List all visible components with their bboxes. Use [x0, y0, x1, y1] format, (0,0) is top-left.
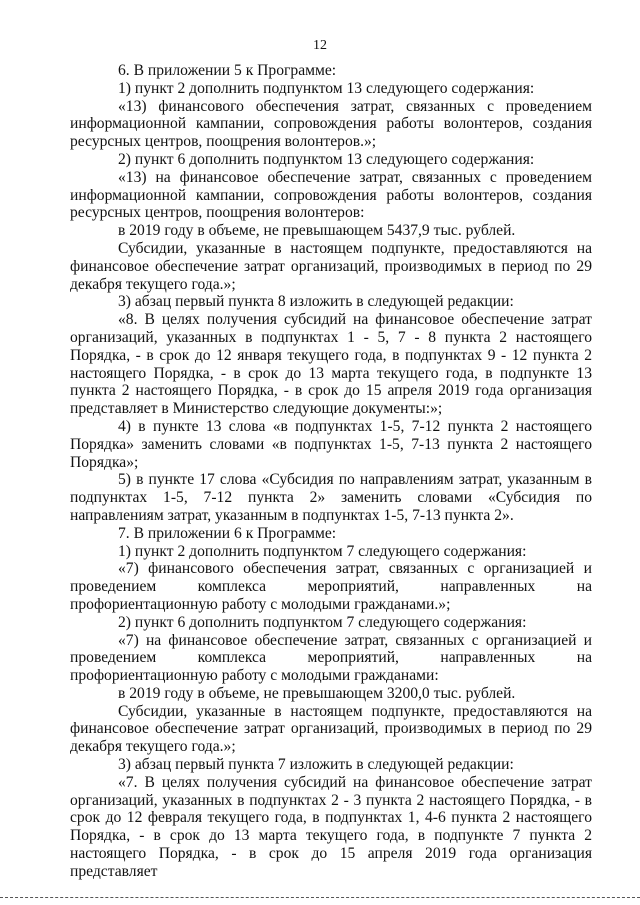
paragraph: в 2019 году в объеме, не превышающем 5437,9 тыс. рублей.: [118, 222, 516, 240]
paragraph: «13) на финансовое обеспечение затрат, связанных с проведением информационной кампании, сопровождения работы волонтеров, создания ресурсных центров, поощрения волонтеров:: [70, 168, 592, 222]
paragraph: 3) абзац первый пункта 8 изложить в следующей редакции:: [118, 293, 514, 311]
paragraph: 1) пункт 2 дополнить подпунктом 7 следующего содержания:: [118, 542, 527, 560]
paragraph: 3) абзац первый пункта 7 изложить в следующей редакции:: [118, 756, 514, 774]
paragraph: «8. В целях получения субсидий на финансовое обеспечение затрат организаций, указанных в подпунктах 1 - 5, 7 - 8 пункта 2 настоящего Порядка, - в срок до 12 января текущего года, в подпунктах 9 - 12 пункта 2 настоящего Порядка, - в срок до 13 марта текущего года, в подпункте 13 пункта 2 настоящего Порядка, - в срок до 15 апреля 2019 года организация представляет в Министерство следующие документы:»;: [70, 311, 592, 418]
section-heading: 6. В приложении 5 к Программе:: [118, 62, 337, 79]
paragraph: в 2019 году в объеме, не превышающем 3200,0 тыс. рублей.: [118, 684, 516, 702]
paragraph: 2) пункт 6 дополнить подпунктом 7 следующего содержания:: [118, 613, 527, 631]
paragraph: 1) пункт 2 дополнить подпунктом 13 следующего содержания:: [118, 79, 535, 97]
paragraph: «7) на финансовое обеспечение затрат, связанных с организацией и проведением комплекса мероприятий, направленных на профориентационную работу с молодыми гражданами:: [70, 631, 592, 685]
section-heading: 7. В приложении 6 к Программе:: [118, 524, 337, 542]
paragraph: 4) в пункте 13 слова «в подпунктах 1-5, 7-12 пункта 2 настоящего Порядка» заменить словами «в подпунктах 1-5, 7-13 пункта 2 настоящего Порядка»;: [70, 417, 592, 471]
paragraph: Субсидии, указанные в настоящем подпункте, предоставляются на финансовое обеспечение затрат организаций, производимых в период по 29 декабря текущего года.»;: [70, 702, 592, 756]
paragraph: 2) пункт 6 дополнить подпунктом 13 следующего содержания:: [118, 150, 535, 168]
paragraph: «7) финансового обеспечения затрат, связанных с организацией и проведением комплекса мероприятий, направленных на профориентационную работу с молодыми гражданами.»;: [70, 560, 592, 613]
paragraph: Субсидии, указанные в настоящем подпункте, предоставляются на финансовое обеспечение затрат организаций, производимых в период по 29 декабря текущего года.»;: [70, 239, 592, 293]
document-body: [70, 62, 592, 881]
paragraph: 5) в пункте 17 слова «Субсидия по направлениям затрат, указанным в подпунктах 1-5, 7-12 пункта 2» заменить словами «Субсидия по направлениям затрат, указанным в подпунктах 1-5, 7-13 пункта 2».: [70, 471, 592, 524]
page-bottom-rule: [0, 897, 640, 898]
page-number: 12: [313, 38, 327, 53]
paragraph: «13) финансового обеспечения затрат, связанных с проведением информационной кампании, сопровождения работы волонтеров, создания ресурсных центров, поощрения волонтеров.»;: [70, 97, 592, 151]
paragraph: «7. В целях получения субсидий на финансовое обеспечение затрат организаций, указанных в подпунктах 2 - 3 пункта 2 настоящего Порядка, - в срок до 12 февраля текущего года, в подпунктах 1, 4-6 пункта 2 настоящего Порядка, - в срок до 13 марта текущего года, в подпункте 7 пункта 2 настоящего Порядка, - в срок до 15 апреля 2019 года организация представляет: [70, 773, 592, 880]
